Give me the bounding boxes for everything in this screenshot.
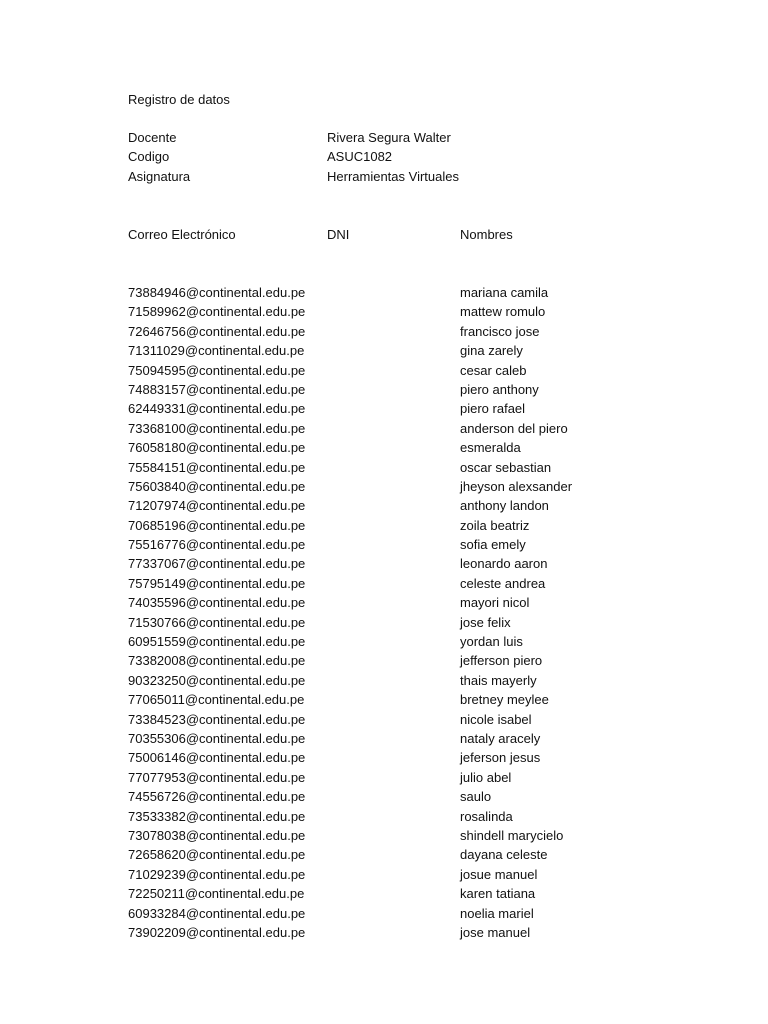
cell-email: 72658620@continental.edu.pe bbox=[128, 847, 306, 863]
cell-nombres: julio abel bbox=[460, 769, 512, 785]
cell-email: 73384523@continental.edu.pe bbox=[128, 711, 306, 727]
cell-email: 72250211@continental.edu.pe bbox=[128, 886, 305, 902]
table-row bbox=[128, 400, 628, 419]
cell-nombres: mayori nicol bbox=[460, 595, 530, 611]
cell-nombres: mattew romulo bbox=[460, 304, 546, 320]
table-row bbox=[128, 652, 628, 671]
cell-email: 75603840@continental.edu.pe bbox=[128, 478, 306, 494]
table-row bbox=[128, 536, 628, 555]
cell-email: 71311029@continental.edu.pe bbox=[128, 343, 305, 359]
cell-email: 75584151@continental.edu.pe bbox=[128, 459, 306, 475]
table-row bbox=[128, 342, 628, 361]
cell-nombres: nataly aracely bbox=[460, 730, 541, 746]
table-row bbox=[128, 905, 628, 924]
info-value: Herramientas Virtuales bbox=[327, 169, 459, 184]
table-row bbox=[128, 827, 628, 846]
info-row-asignatura bbox=[128, 168, 628, 186]
cell-nombres: sofia emely bbox=[460, 537, 526, 553]
table-row bbox=[128, 478, 628, 497]
table-row bbox=[128, 439, 628, 458]
table-row bbox=[128, 594, 628, 613]
cell-email: 74035596@continental.edu.pe bbox=[128, 595, 306, 611]
cell-email: 62449331@continental.edu.pe bbox=[128, 401, 306, 417]
table-header bbox=[128, 226, 628, 244]
cell-email: 60951559@continental.edu.pe bbox=[128, 634, 306, 650]
cell-email: 70355306@continental.edu.pe bbox=[128, 730, 306, 746]
cell-email: 71589962@continental.edu.pe bbox=[128, 304, 306, 320]
cell-nombres: jheyson alexsander bbox=[460, 478, 573, 494]
table-body bbox=[128, 284, 628, 943]
table-row bbox=[128, 420, 628, 439]
table-row bbox=[128, 788, 628, 807]
cell-nombres: francisco jose bbox=[460, 323, 540, 339]
cell-nombres: cesar caleb bbox=[460, 362, 527, 378]
table-row bbox=[128, 323, 628, 342]
cell-email: 73533382@continental.edu.pe bbox=[128, 808, 306, 824]
table-row bbox=[128, 303, 628, 322]
cell-email: 77077953@continental.edu.pe bbox=[128, 769, 306, 785]
cell-nombres: josue manuel bbox=[460, 866, 538, 882]
table-row bbox=[128, 691, 628, 710]
info-label: Docente bbox=[128, 130, 177, 145]
cell-nombres: saulo bbox=[460, 789, 492, 805]
cell-nombres: leonardo aaron bbox=[460, 556, 548, 572]
cell-nombres: dayana celeste bbox=[460, 847, 548, 863]
cell-nombres: jose manuel bbox=[460, 924, 531, 940]
table-row bbox=[128, 924, 628, 943]
table-row bbox=[128, 517, 628, 536]
cell-nombres: oscar sebastian bbox=[460, 459, 552, 475]
table-row bbox=[128, 575, 628, 594]
cell-nombres: bretney meylee bbox=[460, 692, 549, 708]
table-row bbox=[128, 284, 628, 303]
cell-email: 77065011@continental.edu.pe bbox=[128, 692, 305, 708]
info-label: Asignatura bbox=[128, 169, 191, 184]
column-header-email: Correo Electrónico bbox=[128, 227, 236, 242]
cell-email: 74556726@continental.edu.pe bbox=[128, 789, 306, 805]
cell-nombres: jeferson jesus bbox=[460, 750, 541, 766]
cell-nombres: rosalinda bbox=[460, 808, 513, 824]
cell-nombres: anthony landon bbox=[460, 498, 549, 514]
table-row bbox=[128, 769, 628, 788]
table-row bbox=[128, 866, 628, 885]
table-row bbox=[128, 808, 628, 827]
table-row bbox=[128, 381, 628, 400]
cell-email: 73368100@continental.edu.pe bbox=[128, 420, 306, 436]
cell-nombres: anderson del piero bbox=[460, 420, 568, 436]
cell-nombres: karen tatiana bbox=[460, 886, 536, 902]
cell-email: 76058180@continental.edu.pe bbox=[128, 440, 306, 456]
document-title: Registro de datos bbox=[128, 92, 230, 107]
cell-nombres: mariana camila bbox=[460, 285, 549, 300]
cell-nombres: piero rafael bbox=[460, 401, 526, 417]
cell-email: 73902209@continental.edu.pe bbox=[128, 924, 306, 940]
column-header-dni: DNI bbox=[327, 227, 350, 242]
info-row-codigo bbox=[128, 148, 628, 166]
cell-nombres: jefferson piero bbox=[460, 653, 543, 669]
cell-email: 73078038@continental.edu.pe bbox=[128, 827, 306, 843]
cell-email: 71207974@continental.edu.pe bbox=[128, 498, 306, 514]
cell-email: 70685196@continental.edu.pe bbox=[128, 517, 306, 533]
cell-nombres: jose felix bbox=[460, 614, 511, 630]
cell-email: 77337067@continental.edu.pe bbox=[128, 556, 306, 572]
cell-nombres: noelia mariel bbox=[460, 905, 534, 921]
cell-nombres: gina zarely bbox=[460, 343, 523, 359]
cell-email: 75006146@continental.edu.pe bbox=[128, 750, 306, 766]
cell-nombres: nicole isabel bbox=[460, 711, 532, 727]
cell-email: 72646756@continental.edu.pe bbox=[128, 323, 306, 339]
cell-nombres: shindell marycielo bbox=[460, 827, 564, 843]
table-row bbox=[128, 885, 628, 904]
cell-email: 73884946@continental.edu.pe bbox=[128, 285, 306, 300]
table-row bbox=[128, 749, 628, 768]
table-row bbox=[128, 672, 628, 691]
table-row bbox=[128, 362, 628, 381]
cell-email: 71029239@continental.edu.pe bbox=[128, 866, 306, 882]
info-label: Codigo bbox=[128, 149, 170, 164]
cell-email: 60933284@continental.edu.pe bbox=[128, 905, 306, 921]
table-row bbox=[128, 633, 628, 652]
table-row bbox=[128, 497, 628, 516]
cell-nombres: piero anthony bbox=[460, 381, 539, 397]
table-row bbox=[128, 555, 628, 574]
cell-nombres: esmeralda bbox=[460, 440, 521, 456]
table-row bbox=[128, 614, 628, 633]
cell-email: 75795149@continental.edu.pe bbox=[128, 575, 306, 591]
info-value: ASUC1082 bbox=[327, 149, 393, 164]
cell-nombres: yordan luis bbox=[460, 634, 523, 650]
cell-email: 73382008@continental.edu.pe bbox=[128, 653, 306, 669]
cell-nombres: celeste andrea bbox=[460, 575, 546, 591]
info-row-docente bbox=[128, 129, 628, 147]
cell-email: 75516776@continental.edu.pe bbox=[128, 537, 306, 553]
cell-email: 75094595@continental.edu.pe bbox=[128, 362, 306, 378]
table-row bbox=[128, 730, 628, 749]
table-row bbox=[128, 846, 628, 865]
table-row bbox=[128, 459, 628, 478]
cell-email: 74883157@continental.edu.pe bbox=[128, 381, 306, 397]
cell-email: 90323250@continental.edu.pe bbox=[128, 672, 306, 688]
cell-nombres: thais mayerly bbox=[460, 672, 537, 688]
cell-email: 71530766@continental.edu.pe bbox=[128, 614, 306, 630]
table-row bbox=[128, 711, 628, 730]
column-header-nombres: Nombres bbox=[460, 227, 513, 242]
info-value: Rivera Segura Walter bbox=[327, 130, 451, 145]
cell-nombres: zoila beatriz bbox=[460, 517, 530, 533]
